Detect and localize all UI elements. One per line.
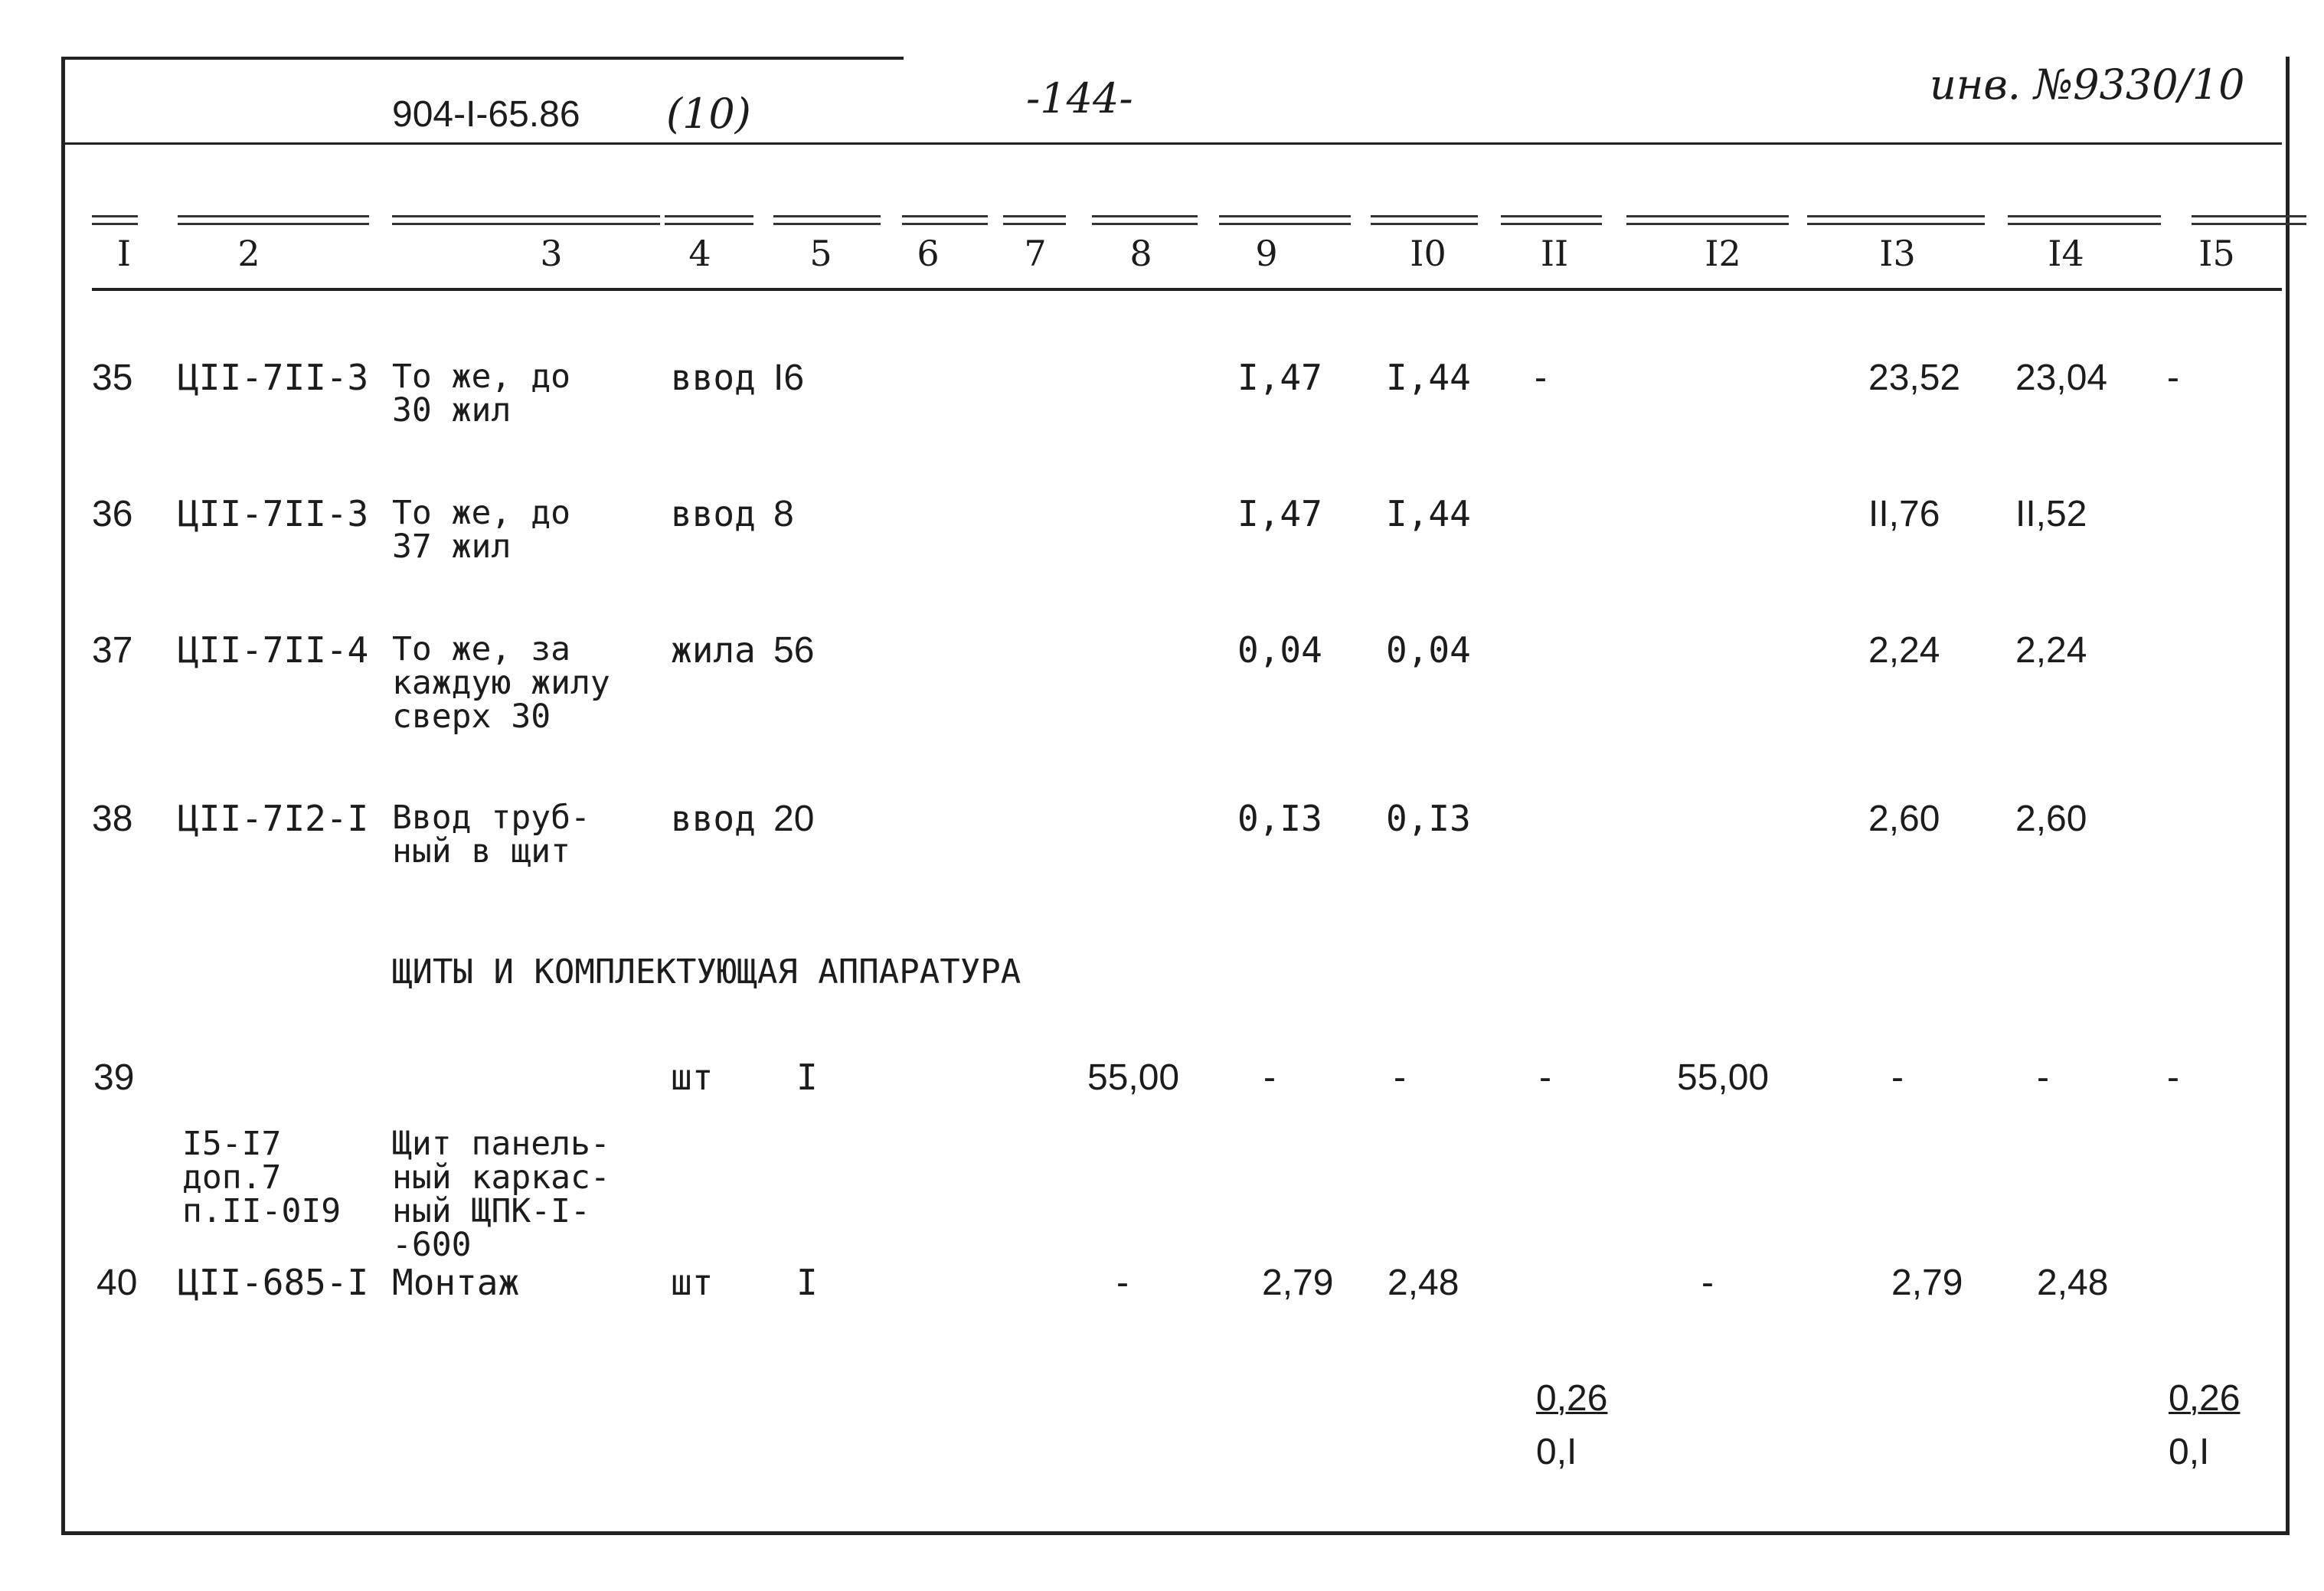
row-unit: ввод [671, 493, 756, 534]
column-number-10: I0 [1410, 233, 1446, 274]
row-name [392, 799, 590, 871]
row-qty: I6 [773, 358, 805, 398]
row-name: Монтаж [392, 1262, 520, 1303]
column-number-1: I [116, 233, 132, 274]
row-number: 39 [93, 1057, 135, 1098]
col14-value: II,52 [2015, 494, 2087, 534]
rule-dash [178, 215, 369, 217]
col14-value: 2,48 [2037, 1263, 2109, 1303]
column-number-9: 9 [1255, 233, 1278, 274]
column-number-7: 7 [1024, 233, 1047, 274]
row-number: 37 [92, 630, 133, 671]
header-rule [61, 142, 2282, 145]
rule-dash [1219, 215, 1351, 217]
col13-value: - [1891, 1057, 1904, 1098]
row-unit: ввод [671, 798, 756, 839]
rule-dash [773, 215, 881, 217]
row-number: 40 [96, 1263, 138, 1303]
row-code: ЦII-7I2-I [178, 798, 369, 839]
rule-dash [1371, 215, 1478, 217]
row-name-line: 30 жил [392, 391, 512, 430]
row-unit: шт [671, 1057, 714, 1098]
row-code: ЦII-7II-4 [178, 629, 369, 671]
row-name-line: То же, до [392, 358, 570, 396]
page-number: -144- [1026, 74, 1133, 123]
col13-value: 2,60 [1868, 799, 1940, 839]
rule-dash [902, 215, 988, 217]
col10-value: 0,04 [1386, 629, 1471, 671]
col15-fraction: $\frac{0,26}{0,I}$ [2169, 1378, 2241, 1472]
row-name [392, 630, 610, 736]
rule-dash [1219, 223, 1351, 225]
top-rule [61, 57, 904, 60]
col8-value: - [1116, 1263, 1129, 1303]
rule-dash [392, 215, 660, 217]
col12-value: - [1701, 1263, 1714, 1303]
rule-dash [1501, 215, 1602, 217]
col15-value: - [2167, 1057, 2179, 1098]
col9-value: - [1263, 1057, 1276, 1098]
row-qty: 20 [773, 799, 815, 839]
col13-value: 23,52 [1868, 358, 1961, 398]
row-name-line: ный в щит [392, 832, 570, 871]
col14-value: - [2037, 1057, 2049, 1098]
column-number-5: 5 [809, 233, 832, 274]
column-number-8: 8 [1129, 233, 1152, 274]
row-name-line: Ввод труб- [392, 799, 590, 837]
rule-dash [92, 223, 138, 225]
col13-value: II,76 [1868, 494, 1940, 534]
rule-dash [178, 223, 369, 225]
column-number-14: I4 [2048, 233, 2084, 274]
doc-sub: (10) [666, 90, 751, 138]
row-name: Щит панель- ный каркас- ный ЩПК-I- -600 [392, 1125, 610, 1264]
row-qty: I [796, 1262, 818, 1303]
col9-value: 0,I3 [1237, 798, 1322, 839]
column-number-12: I2 [1705, 233, 1741, 274]
col9-value: I,47 [1237, 357, 1322, 398]
row-qty: I [796, 1057, 818, 1098]
column-number-13: I3 [1879, 233, 1916, 274]
col10-value: I,44 [1386, 357, 1471, 398]
rule-dash [1807, 215, 1985, 217]
rule-dash [392, 223, 660, 225]
row-qty: 56 [773, 630, 815, 671]
rule-dash [665, 215, 753, 217]
rule-dash [1003, 215, 1066, 217]
column-number-4: 4 [688, 233, 711, 274]
row-qty: 8 [773, 494, 794, 534]
column-number-15: I5 [2198, 233, 2235, 274]
col10-value: I,44 [1386, 493, 1471, 534]
rule-dash [902, 223, 988, 225]
rule-dash [1626, 223, 1789, 225]
row-code: ЦII-7II-3 [178, 493, 369, 534]
row-name-line: 37 жил [392, 528, 512, 566]
col13-value: 2,24 [1868, 630, 1940, 671]
doc-code: 904-I-65.86 [392, 94, 580, 135]
rule-dash [92, 215, 138, 217]
rule-dash [1371, 223, 1478, 225]
rule-dash [1092, 223, 1198, 225]
row-name-line: каждую жилу [392, 664, 610, 702]
rule-dash [2008, 223, 2161, 225]
row-unit: жила [671, 629, 756, 671]
row-name-line: То же, до [392, 494, 570, 532]
col9-value: 0,04 [1237, 629, 1322, 671]
col14-value: 23,04 [2015, 358, 2108, 398]
row-code: ЦII-7II-3 [178, 357, 369, 398]
col8-value: 55,00 [1087, 1057, 1180, 1098]
col9-value: I,47 [1237, 493, 1322, 534]
col14-value: 2,60 [2015, 799, 2087, 839]
row-name-line: сверх 30 [392, 697, 551, 736]
row-number: 36 [92, 494, 133, 534]
row-code: I5-I7 доп.7 п.II-0I9 [182, 1125, 342, 1230]
col9-value: 2,79 [1262, 1263, 1334, 1303]
rule-dash [665, 223, 753, 225]
column-number-2: 2 [237, 233, 260, 274]
row-unit: шт [671, 1262, 714, 1303]
col15-value: - [2167, 358, 2179, 398]
column-number-11: II [1540, 233, 1569, 274]
rule-dash [1501, 223, 1602, 225]
col10-value: 0,I3 [1386, 798, 1471, 839]
col13-value: 2,79 [1891, 1263, 1963, 1303]
column-header-bottom-rule [92, 288, 2282, 291]
rule-dash [2008, 215, 2161, 217]
row-name [392, 496, 570, 564]
row-code: ЦII-685-I [178, 1262, 369, 1303]
row-name [392, 358, 570, 430]
col14-value: 2,24 [2015, 630, 2087, 671]
rule-dash [1807, 223, 1985, 225]
section-title: ЩИТЫ И КОМПЛЕКТУЮЩАЯ АППАРАТУРА [392, 952, 1021, 992]
rule-dash [1003, 223, 1066, 225]
row-unit: ввод [671, 357, 756, 398]
row-number: 35 [92, 358, 133, 398]
row-number: 38 [92, 799, 133, 839]
rule-dash [2192, 223, 2306, 225]
col10-value: 2,48 [1388, 1263, 1459, 1303]
rule-dash [1092, 215, 1198, 217]
col12-value: 55,00 [1677, 1057, 1770, 1098]
rule-dash [773, 223, 881, 225]
col11-value: - [1539, 1057, 1551, 1098]
column-number-6: 6 [917, 233, 940, 274]
col10-value: - [1394, 1057, 1406, 1098]
row-name-line: То же, за [392, 630, 570, 668]
col11-value: - [1535, 358, 1547, 398]
rule-dash [1626, 215, 1789, 217]
column-header-top-rule [92, 215, 2267, 226]
column-number-3: 3 [540, 233, 563, 274]
rule-dash [2192, 215, 2306, 217]
col11-fraction: $\frac{0,26}{0,I}$ [1536, 1378, 1608, 1472]
inventory-number: инв. №9330/10 [1930, 60, 2245, 109]
